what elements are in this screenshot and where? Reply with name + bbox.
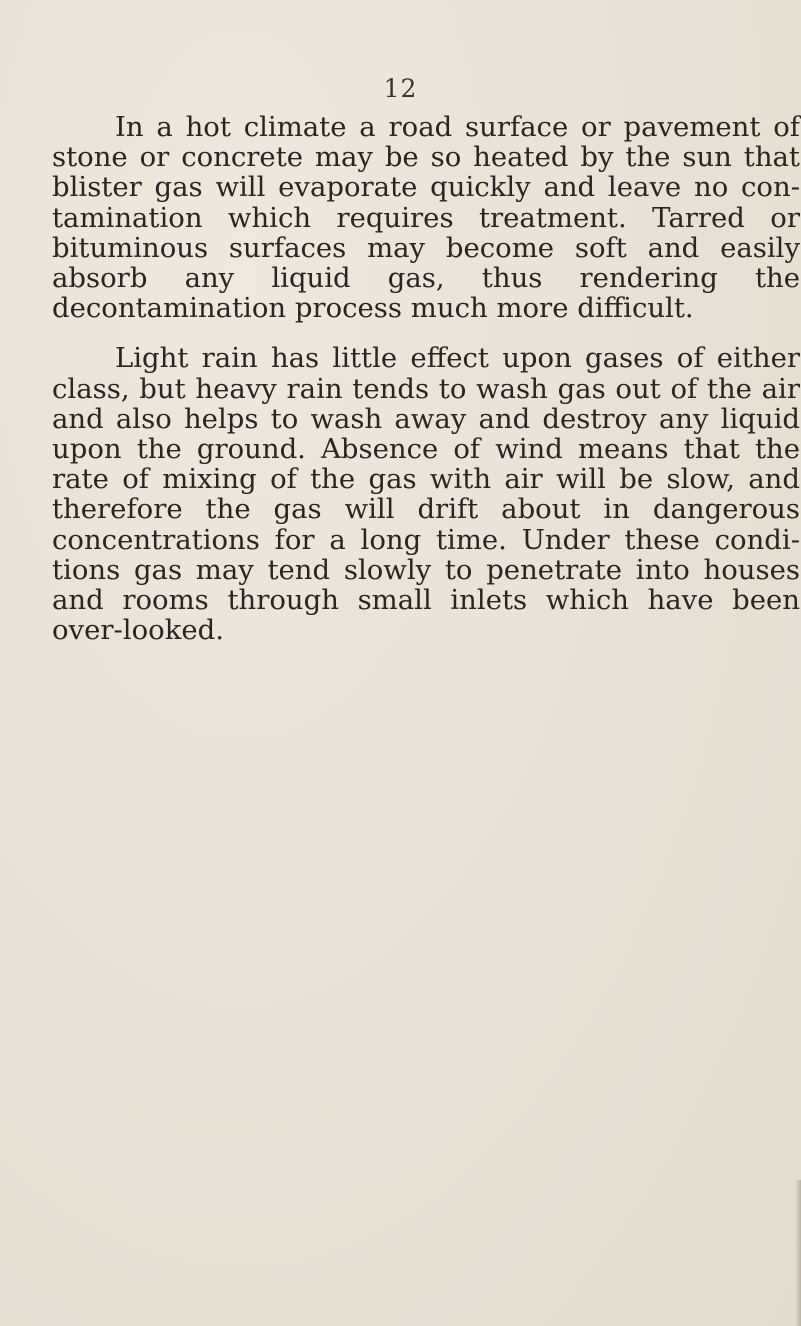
- paragraph-climate: In a hot climate a road surface or pavement of stone or concrete may be so heated by the sun that blister gas will evaporate quickly and leave no con-tamination which requires treatment. Tarred or bituminous surfaces may become soft and easily absorb any liquid gas, thus rendering the decontamination process much more difficult.: [52, 111, 800, 325]
- page-edge-shadow: [795, 1180, 801, 1326]
- paragraph-rain-wind: Light rain has little effect upon gases of either class, but heavy rain tends to wash gas out of the air and also helps to wash away and destroy any liquid upon the ground. Absence of wind means that the rate of mixing of the gas with air will be slow, and therefore the gas will drift about in dangerous concentrations for a long time. Under these condi-tions gas may tend slowly to penetrate into houses and rooms through small inlets which have been over-looked.: [52, 342, 800, 647]
- page-number: 12: [383, 74, 418, 103]
- body-text: [52, 112, 800, 645]
